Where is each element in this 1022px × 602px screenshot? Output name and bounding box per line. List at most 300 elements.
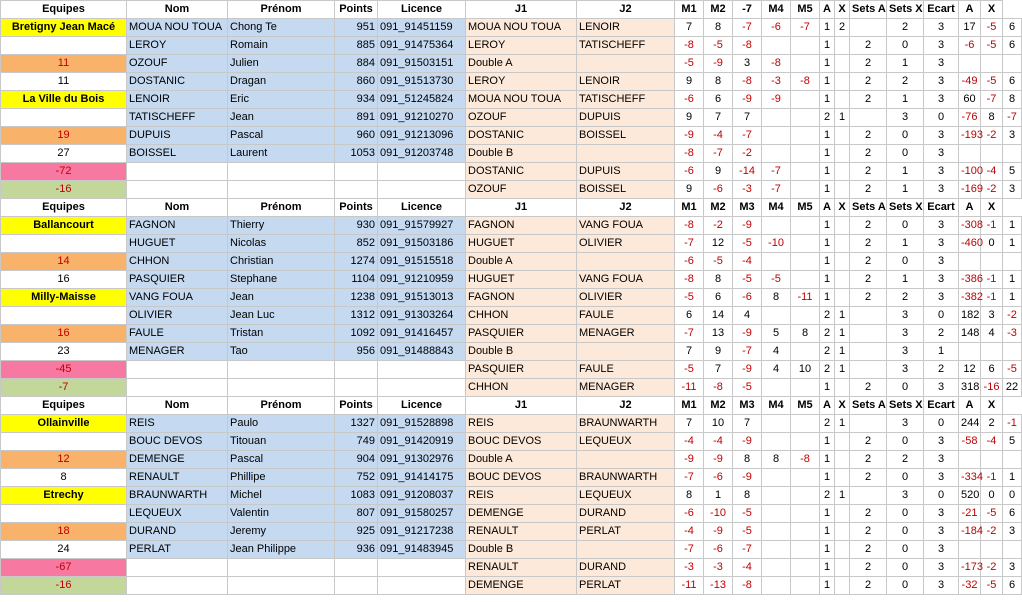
result-x[interactable] — [835, 217, 850, 235]
player-points[interactable]: 1083 — [335, 487, 378, 505]
sets-x[interactable]: 3 — [924, 469, 959, 487]
set-1[interactable]: -4 — [675, 523, 704, 541]
set-4[interactable] — [762, 109, 791, 127]
points-a[interactable]: -5 — [981, 19, 1003, 37]
player-points[interactable]: 951 — [335, 19, 378, 37]
player-license[interactable]: 091_91203748 — [378, 145, 466, 163]
result-blank[interactable]: 2 — [850, 235, 887, 253]
player-license[interactable]: 091_91213096 — [378, 127, 466, 145]
set-5[interactable]: 8 — [791, 325, 820, 343]
result-x[interactable] — [835, 505, 850, 523]
team-cell[interactable]: 16 — [1, 271, 127, 289]
player-points[interactable]: 1274 — [335, 253, 378, 271]
ecart[interactable]: -169 — [959, 181, 981, 199]
set-5[interactable]: -11 — [791, 289, 820, 307]
set-5[interactable]: 10 — [791, 361, 820, 379]
set-1[interactable]: 9 — [675, 109, 704, 127]
sets-x[interactable]: 3 — [924, 379, 959, 397]
result-x[interactable] — [835, 559, 850, 577]
match-player-1[interactable]: Double B — [466, 541, 577, 559]
set-4[interactable] — [762, 379, 791, 397]
sets-x[interactable]: 3 — [924, 55, 959, 73]
sets-a[interactable]: 0 — [887, 523, 924, 541]
player-points[interactable]: 752 — [335, 469, 378, 487]
points-x[interactable]: 6 — [1003, 37, 1022, 55]
result-blank[interactable]: 2 — [850, 73, 887, 91]
player-firstname[interactable] — [228, 361, 335, 379]
player-license[interactable]: 091_91451159 — [378, 19, 466, 37]
ecart[interactable]: -100 — [959, 163, 981, 181]
points-a[interactable]: -2 — [981, 181, 1003, 199]
player-license[interactable]: 091_91515518 — [378, 253, 466, 271]
points-x[interactable]: 1 — [1003, 289, 1022, 307]
result-blank[interactable]: 2 — [850, 91, 887, 109]
points-a[interactable]: 3 — [981, 307, 1003, 325]
player-points[interactable]: 749 — [335, 433, 378, 451]
match-player-1[interactable]: DOSTANIC — [466, 127, 577, 145]
team-cell[interactable]: -16 — [1, 577, 127, 595]
result-blank[interactable]: 2 — [850, 55, 887, 73]
sets-x[interactable]: 3 — [924, 289, 959, 307]
points-x[interactable] — [1003, 55, 1022, 73]
sets-a[interactable]: 0 — [887, 127, 924, 145]
ecart[interactable]: 60 — [959, 91, 981, 109]
match-player-1[interactable]: OZOUF — [466, 109, 577, 127]
player-license[interactable]: 091_91210959 — [378, 271, 466, 289]
set-5[interactable] — [791, 145, 820, 163]
set-2[interactable]: 8 — [704, 271, 733, 289]
player-firstname[interactable]: Valentin — [228, 505, 335, 523]
set-3[interactable]: -4 — [733, 253, 762, 271]
team-cell[interactable]: Ballancourt — [1, 217, 127, 235]
ecart[interactable] — [959, 55, 981, 73]
set-4[interactable] — [762, 253, 791, 271]
points-x[interactable] — [1003, 145, 1022, 163]
result-blank[interactable]: 2 — [850, 163, 887, 181]
result-a[interactable]: 1 — [820, 217, 835, 235]
match-player-1[interactable]: BOUC DEVOS — [466, 469, 577, 487]
set-3[interactable]: -9 — [733, 361, 762, 379]
points-a[interactable]: -1 — [981, 469, 1003, 487]
player-license[interactable]: 091_91210270 — [378, 109, 466, 127]
sets-a[interactable]: 0 — [887, 577, 924, 595]
match-player-2[interactable]: VANG FOUA — [577, 217, 675, 235]
points-a[interactable]: -4 — [981, 433, 1003, 451]
set-4[interactable]: 4 — [762, 343, 791, 361]
set-1[interactable]: -11 — [675, 379, 704, 397]
match-player-2[interactable]: FAULE — [577, 361, 675, 379]
points-x[interactable]: -5 — [1003, 361, 1022, 379]
points-x[interactable]: 1 — [1003, 469, 1022, 487]
team-cell[interactable]: 16 — [1, 325, 127, 343]
match-player-1[interactable]: PASQUIER — [466, 361, 577, 379]
points-x[interactable]: 6 — [1003, 505, 1022, 523]
player-firstname[interactable] — [228, 559, 335, 577]
team-cell[interactable]: Bretigny Jean Macé — [1, 19, 127, 37]
points-x[interactable]: 3 — [1003, 559, 1022, 577]
sets-a[interactable]: 1 — [887, 55, 924, 73]
player-firstname[interactable]: Dragan — [228, 73, 335, 91]
match-player-1[interactable]: MOUA NOU TOUA — [466, 91, 577, 109]
points-x[interactable]: 3 — [1003, 181, 1022, 199]
result-blank[interactable]: 2 — [850, 541, 887, 559]
sets-a[interactable]: 1 — [887, 235, 924, 253]
result-x[interactable] — [835, 55, 850, 73]
result-blank[interactable]: 2 — [850, 379, 887, 397]
set-2[interactable]: -6 — [704, 469, 733, 487]
points-a[interactable]: 6 — [981, 361, 1003, 379]
player-points[interactable] — [335, 577, 378, 595]
result-x[interactable] — [835, 91, 850, 109]
sets-x[interactable]: 3 — [924, 451, 959, 469]
set-1[interactable]: 7 — [675, 415, 704, 433]
ecart[interactable] — [959, 451, 981, 469]
sets-a[interactable]: 3 — [887, 325, 924, 343]
match-player-1[interactable]: Double A — [466, 451, 577, 469]
match-player-2[interactable]: LEQUEUX — [577, 433, 675, 451]
result-x[interactable]: 1 — [835, 415, 850, 433]
set-4[interactable]: -8 — [762, 55, 791, 73]
ecart[interactable]: -184 — [959, 523, 981, 541]
result-x[interactable]: 1 — [835, 343, 850, 361]
set-5[interactable] — [791, 433, 820, 451]
set-2[interactable]: -8 — [704, 379, 733, 397]
set-4[interactable]: -7 — [762, 163, 791, 181]
player-license[interactable]: 091_91580257 — [378, 505, 466, 523]
points-a[interactable]: -2 — [981, 523, 1003, 541]
points-a[interactable]: -5 — [981, 73, 1003, 91]
result-blank[interactable]: 2 — [850, 289, 887, 307]
player-name[interactable]: RENAULT — [127, 469, 228, 487]
match-player-1[interactable]: DOSTANIC — [466, 163, 577, 181]
result-a[interactable]: 1 — [820, 559, 835, 577]
set-3[interactable]: -7 — [733, 19, 762, 37]
team-cell[interactable]: 24 — [1, 541, 127, 559]
player-name[interactable] — [127, 163, 228, 181]
player-firstname[interactable]: Phillipe — [228, 469, 335, 487]
ecart[interactable]: 318 — [959, 379, 981, 397]
set-1[interactable]: 6 — [675, 307, 704, 325]
player-points[interactable]: 1312 — [335, 307, 378, 325]
points-x[interactable]: 0 — [1003, 487, 1022, 505]
team-cell[interactable]: 11 — [1, 55, 127, 73]
match-player-1[interactable]: DEMENGE — [466, 577, 577, 595]
player-firstname[interactable]: Julien — [228, 55, 335, 73]
team-cell[interactable] — [1, 433, 127, 451]
player-license[interactable]: 091_91503186 — [378, 235, 466, 253]
team-cell[interactable] — [1, 235, 127, 253]
team-cell[interactable]: 19 — [1, 127, 127, 145]
result-blank[interactable]: 2 — [850, 559, 887, 577]
result-a[interactable]: 1 — [820, 433, 835, 451]
set-2[interactable]: -7 — [704, 145, 733, 163]
set-2[interactable]: -10 — [704, 505, 733, 523]
result-blank[interactable]: 2 — [850, 469, 887, 487]
points-x[interactable]: -1 — [1003, 415, 1022, 433]
result-a[interactable]: 1 — [820, 127, 835, 145]
player-firstname[interactable] — [228, 379, 335, 397]
sets-x[interactable]: 3 — [924, 19, 959, 37]
set-3[interactable]: 3 — [733, 55, 762, 73]
ecart[interactable]: -386 — [959, 271, 981, 289]
player-points[interactable] — [335, 361, 378, 379]
player-name[interactable]: FAGNON — [127, 217, 228, 235]
set-5[interactable] — [791, 217, 820, 235]
sets-a[interactable]: 0 — [887, 469, 924, 487]
set-4[interactable]: -10 — [762, 235, 791, 253]
player-points[interactable]: 934 — [335, 91, 378, 109]
result-x[interactable] — [835, 289, 850, 307]
result-x[interactable] — [835, 433, 850, 451]
set-4[interactable]: 5 — [762, 325, 791, 343]
match-player-2[interactable]: VANG FOUA — [577, 271, 675, 289]
set-4[interactable] — [762, 217, 791, 235]
player-points[interactable]: 1053 — [335, 145, 378, 163]
player-license[interactable]: 091_91475364 — [378, 37, 466, 55]
set-5[interactable] — [791, 505, 820, 523]
set-4[interactable]: -7 — [762, 181, 791, 199]
ecart[interactable]: -6 — [959, 37, 981, 55]
set-4[interactable]: -9 — [762, 91, 791, 109]
player-license[interactable] — [378, 379, 466, 397]
result-blank[interactable]: 2 — [850, 271, 887, 289]
player-license[interactable] — [378, 181, 466, 199]
points-a[interactable] — [981, 451, 1003, 469]
match-player-1[interactable]: OZOUF — [466, 181, 577, 199]
match-player-2[interactable]: TATISCHEFF — [577, 91, 675, 109]
player-firstname[interactable]: Michel — [228, 487, 335, 505]
set-1[interactable]: 7 — [675, 19, 704, 37]
player-name[interactable]: BRAUNWARTH — [127, 487, 228, 505]
result-a[interactable]: 1 — [820, 271, 835, 289]
result-a[interactable]: 1 — [820, 541, 835, 559]
points-a[interactable]: 4 — [981, 325, 1003, 343]
ecart[interactable]: -76 — [959, 109, 981, 127]
match-player-1[interactable]: Double A — [466, 55, 577, 73]
team-cell[interactable] — [1, 505, 127, 523]
result-a[interactable]: 1 — [820, 91, 835, 109]
sets-a[interactable]: 3 — [887, 343, 924, 361]
match-player-1[interactable]: RENAULT — [466, 559, 577, 577]
match-player-2[interactable]: PERLAT — [577, 523, 675, 541]
set-2[interactable]: 12 — [704, 235, 733, 253]
set-1[interactable]: -4 — [675, 433, 704, 451]
sets-x[interactable]: 3 — [924, 577, 959, 595]
team-cell[interactable]: Ollainville — [1, 415, 127, 433]
points-a[interactable]: -1 — [981, 217, 1003, 235]
match-player-2[interactable]: DURAND — [577, 559, 675, 577]
result-a[interactable]: 1 — [820, 451, 835, 469]
points-a[interactable]: -2 — [981, 127, 1003, 145]
sets-a[interactable]: 2 — [887, 73, 924, 91]
ecart[interactable]: -460 — [959, 235, 981, 253]
player-name[interactable] — [127, 577, 228, 595]
set-2[interactable]: 10 — [704, 415, 733, 433]
player-firstname[interactable]: Romain — [228, 37, 335, 55]
set-4[interactable] — [762, 559, 791, 577]
points-x[interactable]: 1 — [1003, 217, 1022, 235]
match-player-1[interactable]: Double B — [466, 343, 577, 361]
set-2[interactable]: 7 — [704, 109, 733, 127]
team-cell[interactable]: -45 — [1, 361, 127, 379]
sets-a[interactable]: 1 — [887, 271, 924, 289]
ecart[interactable]: -49 — [959, 73, 981, 91]
set-5[interactable] — [791, 127, 820, 145]
set-3[interactable]: -3 — [733, 181, 762, 199]
set-3[interactable]: -8 — [733, 73, 762, 91]
result-blank[interactable] — [850, 109, 887, 127]
match-player-1[interactable]: CHHON — [466, 307, 577, 325]
result-blank[interactable]: 2 — [850, 217, 887, 235]
points-x[interactable]: -2 — [1003, 307, 1022, 325]
points-a[interactable]: 0 — [981, 235, 1003, 253]
result-a[interactable]: 1 — [820, 505, 835, 523]
set-3[interactable]: 8 — [733, 487, 762, 505]
player-license[interactable]: 091_91303264 — [378, 307, 466, 325]
set-5[interactable] — [791, 181, 820, 199]
set-2[interactable]: 14 — [704, 307, 733, 325]
result-blank[interactable]: 2 — [850, 127, 887, 145]
set-1[interactable]: -3 — [675, 559, 704, 577]
set-1[interactable]: -7 — [675, 541, 704, 559]
sets-x[interactable]: 3 — [924, 37, 959, 55]
sets-a[interactable]: 0 — [887, 253, 924, 271]
sets-a[interactable]: 2 — [887, 451, 924, 469]
player-name[interactable]: DEMENGE — [127, 451, 228, 469]
set-2[interactable]: 13 — [704, 325, 733, 343]
points-a[interactable]: 0 — [981, 487, 1003, 505]
player-points[interactable] — [335, 559, 378, 577]
player-name[interactable]: LEROY — [127, 37, 228, 55]
player-name[interactable] — [127, 181, 228, 199]
set-4[interactable] — [762, 577, 791, 595]
match-player-2[interactable] — [577, 55, 675, 73]
sets-x[interactable]: 2 — [924, 325, 959, 343]
player-license[interactable]: 091_91414175 — [378, 469, 466, 487]
sets-a[interactable]: 0 — [887, 505, 924, 523]
set-2[interactable]: -4 — [704, 127, 733, 145]
player-firstname[interactable]: Titouan — [228, 433, 335, 451]
set-2[interactable]: -5 — [704, 253, 733, 271]
set-4[interactable]: 8 — [762, 289, 791, 307]
player-license[interactable]: 091_91416457 — [378, 325, 466, 343]
set-1[interactable]: -8 — [675, 145, 704, 163]
player-name[interactable]: TATISCHEFF — [127, 109, 228, 127]
points-a[interactable]: -5 — [981, 505, 1003, 523]
set-5[interactable] — [791, 163, 820, 181]
sets-a[interactable]: 1 — [887, 91, 924, 109]
player-firstname[interactable] — [228, 181, 335, 199]
match-player-2[interactable]: DUPUIS — [577, 163, 675, 181]
player-points[interactable]: 852 — [335, 235, 378, 253]
ecart[interactable]: 182 — [959, 307, 981, 325]
set-4[interactable]: -3 — [762, 73, 791, 91]
set-1[interactable]: -8 — [675, 271, 704, 289]
sets-a[interactable]: 3 — [887, 109, 924, 127]
result-x[interactable] — [835, 541, 850, 559]
player-firstname[interactable]: Christian — [228, 253, 335, 271]
player-license[interactable]: 091_91513013 — [378, 289, 466, 307]
result-x[interactable]: 1 — [835, 325, 850, 343]
sets-a[interactable]: 2 — [887, 19, 924, 37]
result-x[interactable] — [835, 37, 850, 55]
player-name[interactable]: DUPUIS — [127, 127, 228, 145]
player-points[interactable]: 936 — [335, 541, 378, 559]
result-blank[interactable]: 2 — [850, 505, 887, 523]
sets-x[interactable]: 3 — [924, 91, 959, 109]
team-cell[interactable]: -16 — [1, 181, 127, 199]
set-1[interactable]: 8 — [675, 487, 704, 505]
player-license[interactable]: 091_91488843 — [378, 343, 466, 361]
match-player-1[interactable]: BOUC DEVOS — [466, 433, 577, 451]
set-2[interactable]: 6 — [704, 289, 733, 307]
match-player-2[interactable]: FAULE — [577, 307, 675, 325]
set-4[interactable]: -6 — [762, 19, 791, 37]
ecart[interactable]: -21 — [959, 505, 981, 523]
set-1[interactable]: 9 — [675, 181, 704, 199]
points-x[interactable]: 3 — [1003, 127, 1022, 145]
points-x[interactable]: 5 — [1003, 433, 1022, 451]
set-1[interactable]: -7 — [675, 235, 704, 253]
player-license[interactable]: 091_91420919 — [378, 433, 466, 451]
team-cell[interactable]: Etrechy — [1, 487, 127, 505]
sets-a[interactable]: 3 — [887, 307, 924, 325]
set-1[interactable]: -8 — [675, 37, 704, 55]
points-a[interactable]: 8 — [981, 109, 1003, 127]
set-4[interactable] — [762, 541, 791, 559]
set-1[interactable]: -5 — [675, 361, 704, 379]
player-name[interactable]: CHHON — [127, 253, 228, 271]
set-3[interactable]: -4 — [733, 559, 762, 577]
match-player-1[interactable]: RENAULT — [466, 523, 577, 541]
player-points[interactable]: 925 — [335, 523, 378, 541]
set-1[interactable]: 9 — [675, 73, 704, 91]
set-2[interactable]: -13 — [704, 577, 733, 595]
player-points[interactable] — [335, 163, 378, 181]
result-x[interactable]: 1 — [835, 307, 850, 325]
match-player-2[interactable] — [577, 253, 675, 271]
points-x[interactable]: 3 — [1003, 523, 1022, 541]
player-license[interactable] — [378, 163, 466, 181]
set-4[interactable] — [762, 127, 791, 145]
match-player-1[interactable]: REIS — [466, 415, 577, 433]
player-name[interactable] — [127, 559, 228, 577]
player-license[interactable]: 091_51245824 — [378, 91, 466, 109]
set-3[interactable]: -5 — [733, 523, 762, 541]
points-a[interactable] — [981, 145, 1003, 163]
player-firstname[interactable]: Tao — [228, 343, 335, 361]
set-2[interactable]: 9 — [704, 343, 733, 361]
set-5[interactable] — [791, 577, 820, 595]
sets-x[interactable]: 3 — [924, 163, 959, 181]
set-5[interactable] — [791, 523, 820, 541]
sets-a[interactable]: 0 — [887, 217, 924, 235]
result-a[interactable]: 1 — [820, 181, 835, 199]
set-4[interactable] — [762, 523, 791, 541]
points-x[interactable]: -3 — [1003, 325, 1022, 343]
player-firstname[interactable]: Eric — [228, 91, 335, 109]
player-license[interactable]: 091_91513730 — [378, 73, 466, 91]
set-5[interactable] — [791, 343, 820, 361]
result-a[interactable]: 1 — [820, 145, 835, 163]
sets-x[interactable]: 1 — [924, 343, 959, 361]
points-x[interactable]: 22 — [1003, 379, 1022, 397]
player-name[interactable]: MOUA NOU TOUA — [127, 19, 228, 37]
set-3[interactable]: 4 — [733, 307, 762, 325]
player-license[interactable]: 091_91208037 — [378, 487, 466, 505]
team-cell[interactable]: -72 — [1, 163, 127, 181]
points-a[interactable]: -5 — [981, 577, 1003, 595]
